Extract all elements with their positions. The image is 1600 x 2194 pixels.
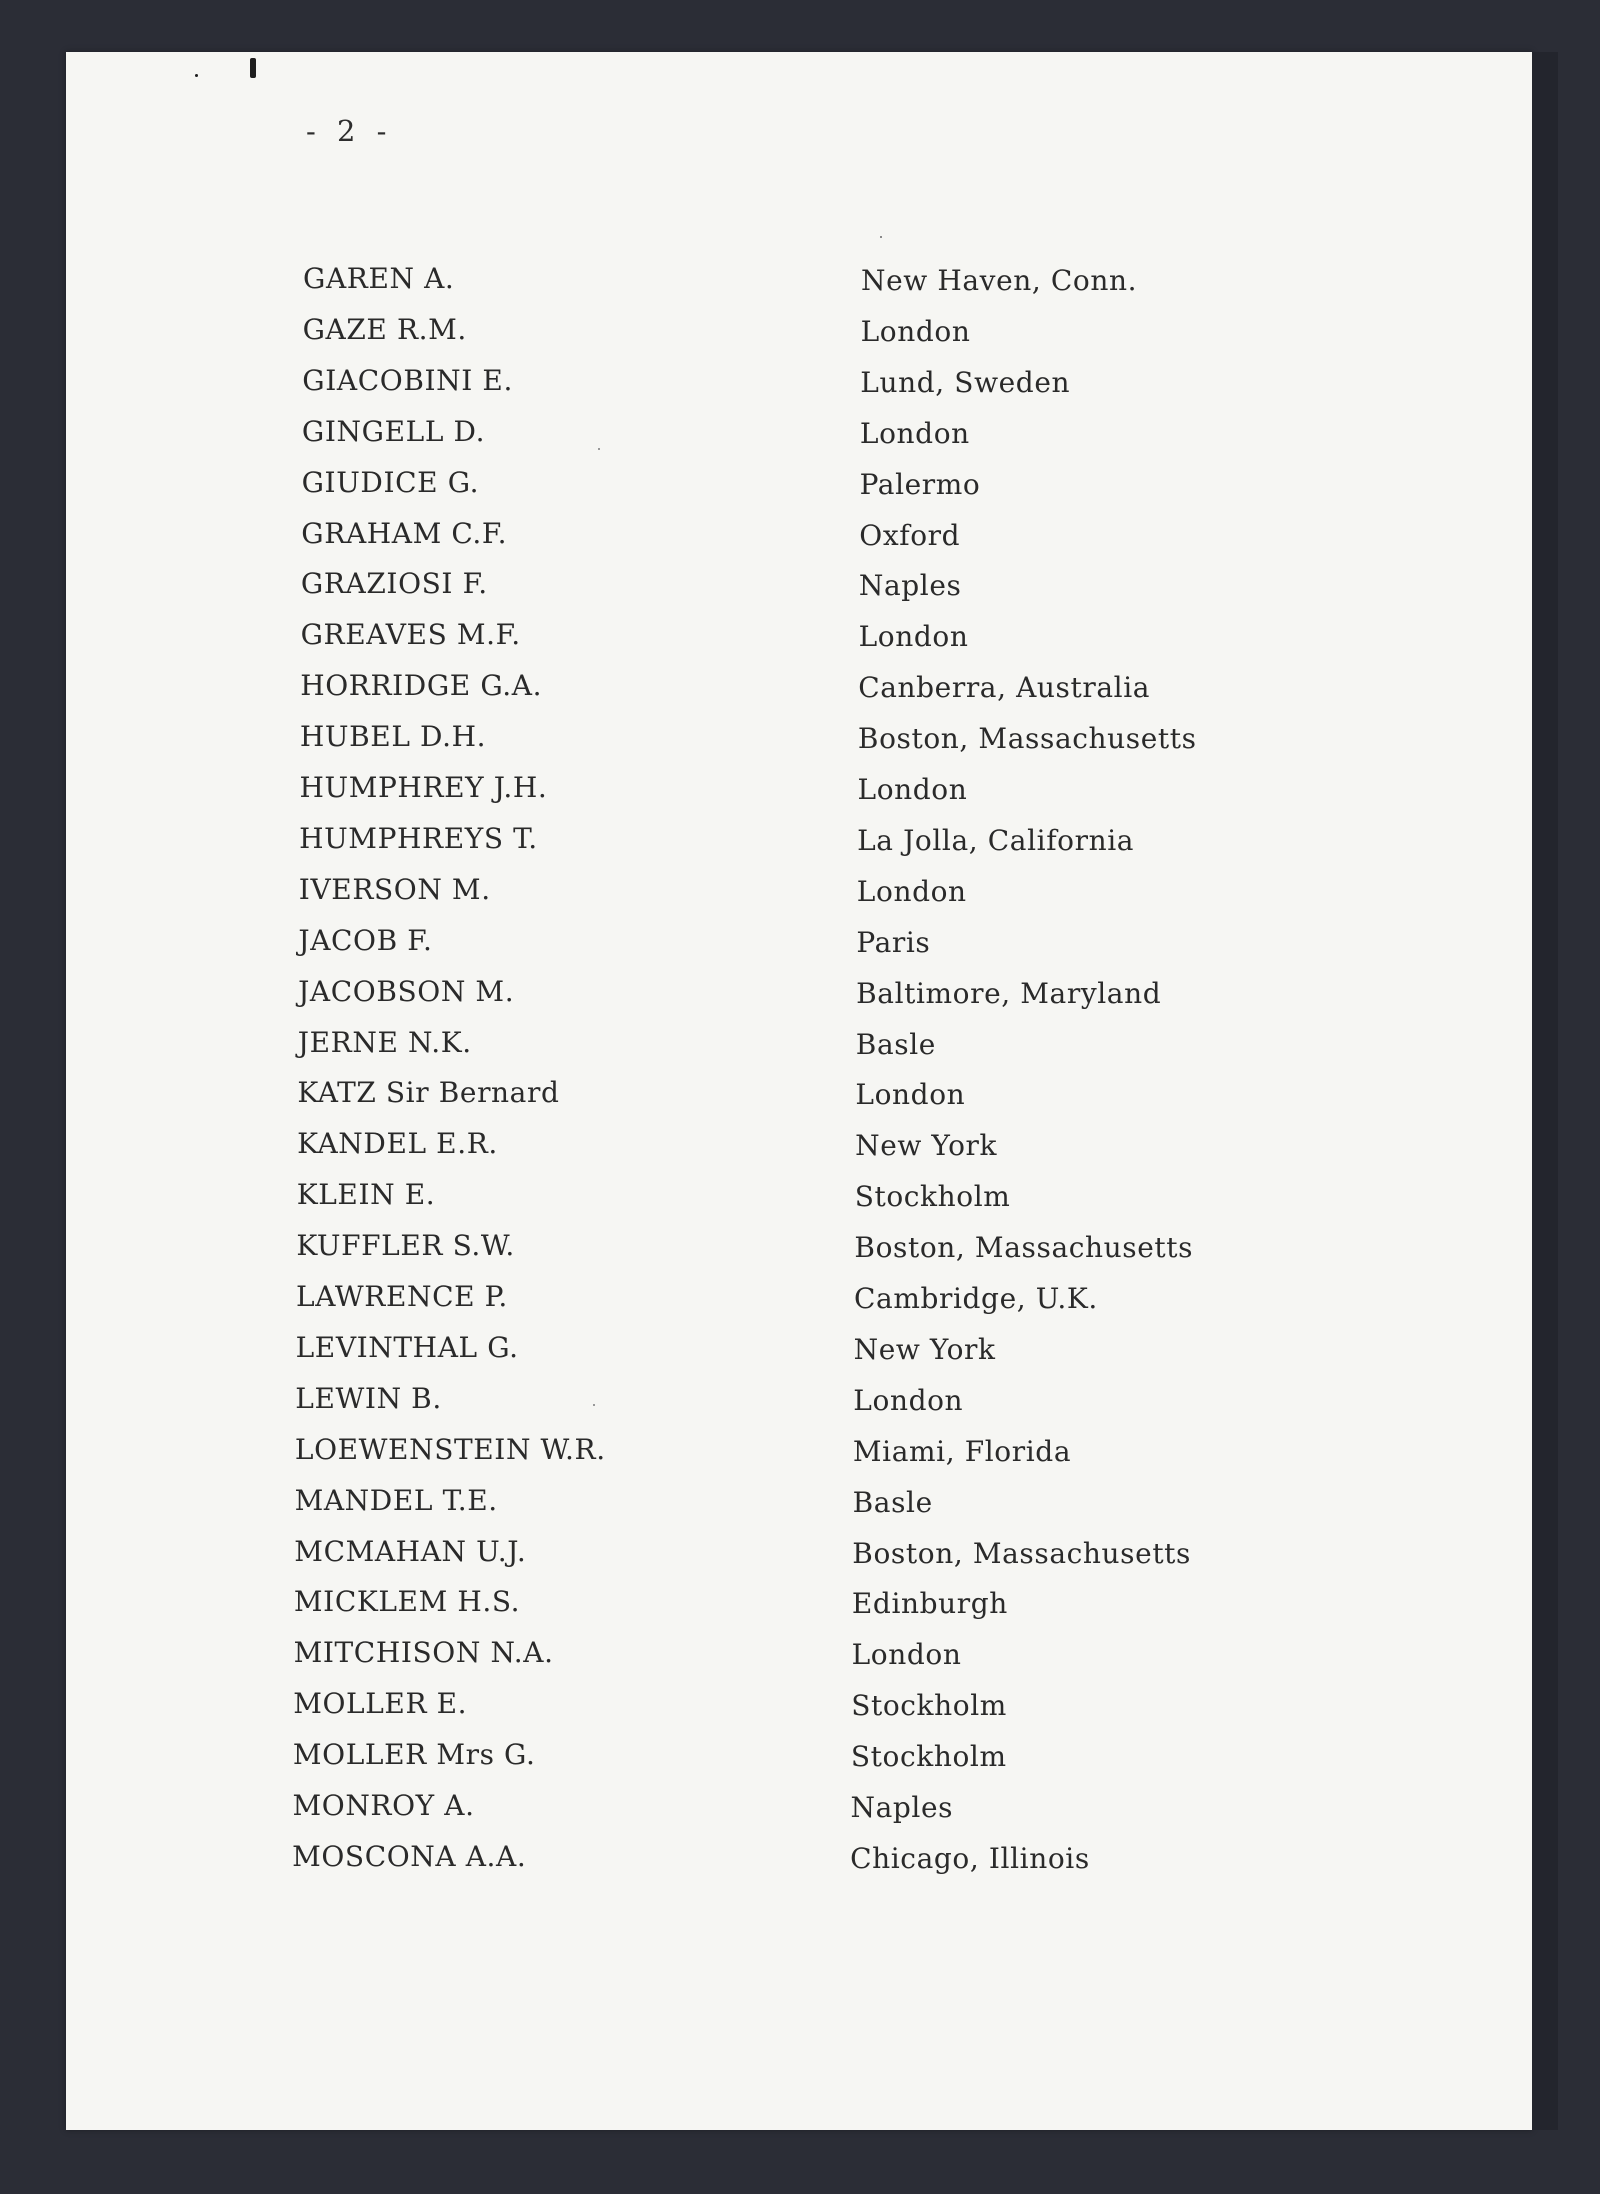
participant-location: London (851, 1638, 962, 1672)
list-item (298, 1026, 1298, 1066)
list-item (296, 1229, 1296, 1269)
participant-name: GREAVES M.F. (300, 618, 521, 652)
participant-name: LEWIN B. (295, 1381, 442, 1415)
list-item (294, 1535, 1294, 1575)
participant-location: Palermo (859, 467, 981, 501)
participant-location: New York (855, 1129, 998, 1163)
participant-name: GRAHAM C.F. (301, 516, 508, 550)
participant-location: La Jolla, California (857, 823, 1135, 857)
participant-location: Chicago, Illinois (850, 1841, 1090, 1875)
participant-name: KLEIN E. (296, 1178, 436, 1212)
list-item (299, 873, 1299, 913)
participant-name: JACOB F. (298, 923, 433, 957)
participant-name: LEVINTHAL G. (295, 1330, 519, 1364)
participant-name: GIACOBINI E. (302, 363, 513, 397)
participant-location: London (853, 1383, 964, 1417)
participant-name: LAWRENCE P. (296, 1280, 508, 1313)
list-item (301, 517, 1301, 557)
participant-name: HUBEL D.H. (299, 720, 487, 754)
participant-location: Stockholm (851, 1689, 1007, 1723)
participant-location: Naples (850, 1791, 954, 1824)
participant-location: London (856, 874, 967, 908)
list-item (300, 771, 1300, 811)
list-item (293, 1687, 1293, 1727)
participant-location: Baltimore, Maryland (856, 976, 1162, 1010)
list-item (295, 1433, 1295, 1473)
participant-location: Canberra, Australia (858, 671, 1151, 705)
participant-name: KUFFLER S.W. (296, 1229, 515, 1263)
participant-name: IVERSON M. (298, 872, 491, 906)
list-item (298, 975, 1298, 1015)
participant-name: GAREN A. (303, 262, 455, 295)
list-item (296, 1331, 1296, 1371)
list-item (294, 1585, 1294, 1625)
participant-location: Boston, Massachusetts (857, 722, 1197, 756)
participant-name: MOLLER E. (293, 1687, 468, 1721)
participant-name: GAZE R.M. (302, 312, 467, 346)
participant-name: MOSCONA A.A. (292, 1839, 527, 1873)
participant-location: New York (853, 1332, 996, 1366)
list-item (295, 1382, 1295, 1422)
participant-location: Stockholm (850, 1740, 1007, 1774)
list-item (295, 1484, 1295, 1524)
participant-location: London (859, 416, 970, 450)
participant-location: Basle (852, 1485, 933, 1519)
participant-name: GINGELL D. (301, 414, 486, 448)
participant-location: Basle (855, 1027, 936, 1061)
participant-location: Lund, Sweden (860, 365, 1071, 399)
list-item (293, 1789, 1293, 1829)
participant-name: MANDEL T.E. (294, 1483, 498, 1517)
list-item (294, 1636, 1294, 1676)
participant-name: MONROY A. (292, 1789, 475, 1822)
list-item (302, 415, 1302, 455)
participant-name: JACOBSON M. (298, 974, 515, 1008)
participant-name: GIUDICE G. (301, 465, 480, 499)
list-item (297, 1127, 1297, 1167)
participant-location: Cambridge, U.K. (854, 1282, 1098, 1315)
list-item (302, 466, 1302, 506)
participant-location: Boston, Massachusetts (852, 1536, 1191, 1570)
list-item (301, 567, 1301, 607)
participant-location: Paris (856, 925, 931, 959)
participant-name: HUMPHREY J.H. (299, 771, 548, 804)
list-item (299, 822, 1299, 862)
participant-location: Miami, Florida (852, 1434, 1072, 1468)
participant-name: MOLLER Mrs G. (292, 1738, 536, 1772)
participant-location: Stockholm (854, 1180, 1011, 1214)
list-item (293, 1738, 1293, 1778)
page-number: - 2 - (306, 114, 393, 148)
participant-location: London (860, 314, 971, 348)
list-item (302, 364, 1302, 404)
participant-location: London (855, 1078, 966, 1112)
list-item (292, 1840, 1292, 1880)
participant-location: Oxford (859, 518, 961, 552)
list-item (301, 618, 1301, 658)
participant-location: Boston, Massachusetts (854, 1231, 1194, 1265)
participant-name: LOEWENSTEIN W.R. (294, 1432, 606, 1466)
list-item (297, 1076, 1297, 1116)
participant-name: HUMPHREYS T. (299, 821, 538, 855)
list-item (296, 1280, 1296, 1320)
participant-location: New Haven, Conn. (861, 264, 1138, 297)
list-item (303, 262, 1303, 302)
participant-location: Edinburgh (851, 1587, 1008, 1621)
participant-location: London (857, 773, 968, 806)
list-item (298, 924, 1298, 964)
participant-name: MITCHISON N.A. (293, 1636, 554, 1670)
participant-location: Naples (858, 569, 962, 603)
participant-name: KANDEL E.R. (297, 1127, 498, 1161)
participant-name: GRAZIOSI F. (300, 567, 488, 601)
list-item (297, 1178, 1297, 1218)
list-item (303, 313, 1303, 353)
participant-name: JERNE N.K. (297, 1025, 472, 1059)
participant-location: London (858, 620, 969, 654)
list-item (300, 720, 1300, 760)
participant-name: MCMAHAN U.J. (294, 1534, 527, 1568)
list-item (300, 669, 1300, 709)
participant-name: HORRIDGE G.A. (300, 669, 543, 703)
participant-name: MICKLEM H.S. (293, 1585, 521, 1619)
participant-name: KATZ Sir Bernard (297, 1076, 560, 1110)
